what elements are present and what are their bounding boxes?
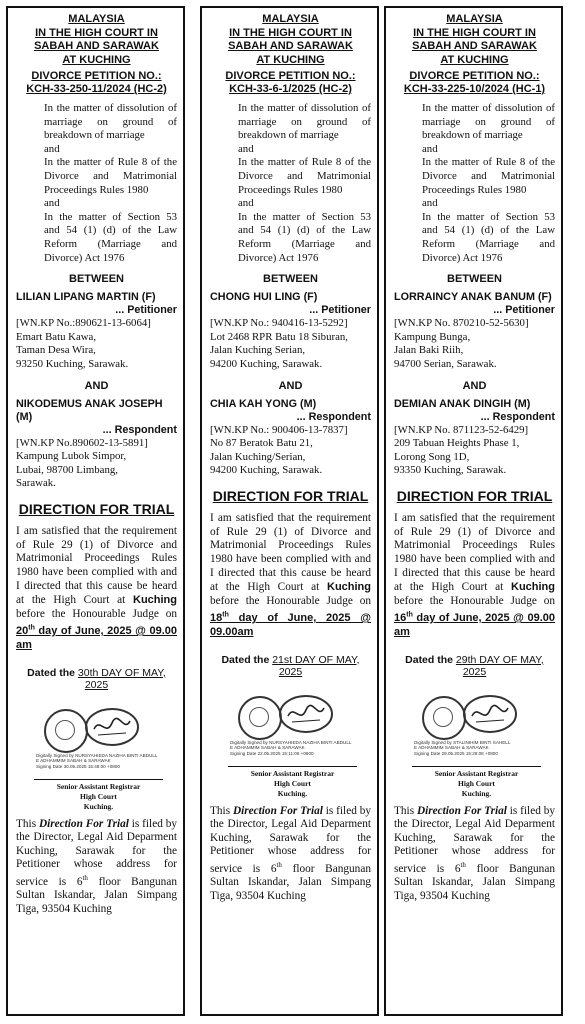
between-label: BETWEEN bbox=[69, 273, 124, 286]
petition-number: KCH-33-6-1/2025 (HC-2) bbox=[229, 83, 352, 95]
signature-icon bbox=[462, 694, 518, 738]
direction-title: DIRECTION FOR TRIAL bbox=[396, 487, 553, 504]
petitioner-role: ... Petitioner bbox=[309, 304, 371, 317]
court-heading-line3: AT KUCHING bbox=[62, 53, 131, 66]
court-heading-line2: SABAH AND SARAWAK bbox=[412, 40, 537, 52]
petition-number: KCH-33-225-10/2024 (HC-1) bbox=[403, 83, 546, 95]
petitioner-name: LORRAINCY ANAK BANUM (F) bbox=[394, 291, 552, 304]
country-heading: MALAYSIA bbox=[262, 13, 319, 25]
respondent-name: DEMIAN ANAK DINGIH (M) bbox=[394, 397, 531, 410]
court-heading-line1: IN THE HIGH COURT IN bbox=[229, 26, 352, 39]
court-seal-icon bbox=[44, 709, 88, 753]
direction-body: I am satisfied that the requirement of Rule 29 (1) of Divorce and Matrimonial Proceedings Rules 1980 have been complied with and I directed that this cause be heard at the High Court at Kuching before the Honourable Judge on 20th day of June, 2025 @ 09.00 am bbox=[16, 524, 177, 651]
petition-label: DIVORCE PETITION NO.: bbox=[225, 70, 356, 82]
petitioner-name: LILIAN LIPANG MARTIN (F) bbox=[16, 291, 156, 304]
filing-note: This Direction For Trial is filed by the Director, Legal Aid Deparment Kuching, Sarawak for the Petitioner whose address for service is 6th floor Bangunan Sultan Iskandar, Jalan Simpang Tiga, 93504 Kuching bbox=[210, 804, 371, 903]
notice-column bbox=[200, 6, 379, 1016]
petition-label: DIVORCE PETITION NO.: bbox=[31, 70, 162, 82]
dated-line: Dated the 30th DAY OF MAY, 2025 bbox=[27, 666, 166, 691]
filing-note: This Direction For Trial is filed by the Director, Legal Aid Deparment Kuching, Sarawak for the Petitioner whose address for service is 6th floor Bangunan Sultan Iskandar, Jalan Simpang Tiga, 93504 Kuching bbox=[16, 817, 177, 916]
and-label: AND bbox=[278, 379, 303, 392]
dated-line: Dated the 21st DAY OF MAY, 2025 bbox=[221, 653, 360, 678]
court-place: Kuching bbox=[133, 593, 177, 606]
notice-column bbox=[6, 6, 185, 1016]
registrar-block: Senior Assistant Registrar High Court Kuching. bbox=[412, 766, 541, 799]
hearing-date: 18th day of June, 2025 @ 09.00am bbox=[210, 611, 371, 638]
petitioner-address: [WN.KP No.: 940416-13-5292] Lot 2468 RPR Batu 18 Siburan, Jalan Kuching Serian, 94200 Kuching, Sarawak. bbox=[210, 317, 348, 370]
court-heading-line1: IN THE HIGH COURT IN bbox=[35, 26, 158, 39]
petitioner-address: [WN.KP No.:890621-13-6064] Emart Batu Kawa, Taman Desa Wira, 93250 Kuching, Sarawak. bbox=[16, 317, 151, 370]
hearing-date: 16th day of June, 2025 @ 09.00 am bbox=[394, 611, 555, 638]
seal-area bbox=[394, 694, 555, 762]
petitioner-address: [WN.KP No. 870210-52-5630] Kampung Bunga, Jalan Baki Riih, 94700 Serian, Sarawak. bbox=[394, 317, 529, 370]
respondent-address: [WN.KP No. 871123-52-6429] 209 Tabuan Heights Phase 1, Lorong Song 1D, 93350 Kuching, Sarawak. bbox=[394, 423, 529, 477]
digital-signature-note: Digitally Signed by STALINIHIM BINTI SAHELL E ADHAMMIM SABAH & SARAWAK Signing Date 29.05.2025 15:29:08 +0800 bbox=[414, 739, 511, 756]
matter-text: In the matter of dissolution of marriage on ground of breakdown of marriage and In the matter of Rule 8 of the Divorce and Matrimonial Proceedings Rules 1980 and In the matter of Section 53 and 54 (1) (d) of the Law Reform (Marriage and Divorce) Act 1976 bbox=[44, 102, 177, 264]
matter-text: In the matter of dissolution of marriage on ground of breakdown of marriage and In the matter of Rule 8 of the Divorce and Matrimonial Proceedings Rules 1980 and In the matter of Section 53 and 54 (1) (d) of the Law Reform (Marriage and Divorce) Act 1976 bbox=[238, 102, 371, 264]
between-label: BETWEEN bbox=[447, 273, 502, 286]
court-heading-line1: IN THE HIGH COURT IN bbox=[413, 26, 536, 39]
respondent-address: [WN.KP No.: 900406-13-7837] No 87 Beratok Batu 21, Jalan Kuching/Serian, 94200 Kuching, Sarawak. bbox=[210, 423, 348, 477]
direction-title: DIRECTION FOR TRIAL bbox=[212, 487, 369, 504]
matter-text: In the matter of dissolution of marriage on ground of breakdown of marriage and In the matter of Rule 8 of the Divorce and Matrimonial Proceedings Rules 1980 and In the matter of Section 53 and 54 (1) (d) of the Law Reform (Marriage and Divorce) Act 1976 bbox=[422, 102, 555, 264]
respondent-name: NIKODEMUS ANAK JOSEPH (M) bbox=[16, 397, 163, 423]
petition-number: KCH-33-250-11/2024 (HC-2) bbox=[26, 83, 167, 95]
court-heading-line3: AT KUCHING bbox=[440, 53, 509, 66]
court-seal-icon bbox=[238, 696, 282, 740]
direction-body: I am satisfied that the requirement of Rule 29 (1) of Divorce and Matrimonial Proceedings Rules 1980 have been complied with and I directed that this cause be heard at the High Court at Kuching before the Honourable Judge on 16th day of June, 2025 @ 09.00 am bbox=[394, 511, 555, 638]
court-place: Kuching bbox=[327, 580, 371, 593]
court-heading-line2: SABAH AND SARAWAK bbox=[228, 40, 353, 52]
dated-line: Dated the 29th DAY OF MAY, 2025 bbox=[405, 653, 544, 678]
court-place: Kuching bbox=[511, 580, 555, 593]
and-label: AND bbox=[462, 379, 487, 392]
respondent-role: ... Respondent bbox=[480, 410, 555, 423]
registrar-block: Senior Assistant Registrar High Court Kuching. bbox=[34, 779, 163, 812]
court-heading-line2: SABAH AND SARAWAK bbox=[34, 40, 159, 52]
court-seal-icon bbox=[422, 696, 466, 740]
respondent-address: [WN.KP No.890602-13-5891] Kampung Lubok Simpor, Lubai, 98700 Limbang, Sarawak. bbox=[16, 436, 148, 490]
petition-label: DIVORCE PETITION NO.: bbox=[409, 70, 540, 82]
petitioner-role: ... Petitioner bbox=[115, 304, 177, 317]
hearing-date: 20th day of June, 2025 @ 09.00 am bbox=[16, 624, 177, 651]
petitioner-role: ... Petitioner bbox=[493, 304, 555, 317]
country-heading: MALAYSIA bbox=[68, 13, 125, 25]
digital-signature-note: Digitally Signed by NURSYAHIEDA NAZIHA BINTI ABDULL E ADHAMMIM SABAH & SARAWAK Signing Date 30.05.2025 15:48:00 +0800 bbox=[36, 752, 158, 769]
court-heading-line3: AT KUCHING bbox=[256, 53, 325, 66]
seal-area bbox=[16, 707, 177, 775]
signature-icon bbox=[278, 694, 334, 738]
seal-area bbox=[210, 694, 371, 762]
digital-signature-note: Digitally Signed by NURSYAHIEDA NAZIHA BINTI ABDULL E ADHAMMIM SABAH & SARAWAK Signing Date 22.05.2025 15:11:06 +0800 bbox=[230, 739, 352, 756]
direction-title: DIRECTION FOR TRIAL bbox=[18, 500, 175, 517]
registrar-block: Senior Assistant Registrar High Court Kuching. bbox=[228, 766, 357, 799]
respondent-role: ... Respondent bbox=[296, 410, 371, 423]
notice-column bbox=[384, 6, 563, 1016]
petitioner-name: CHONG HUI LING (F) bbox=[210, 291, 318, 304]
filing-note: This Direction For Trial is filed by the Director, Legal Aid Deparment Kuching, Sarawak for the Petitioner whose address for service is 6th floor Bangunan Sultan Iskandar, Jalan Simpang Tiga, 93504 Kuching bbox=[394, 804, 555, 903]
direction-body: I am satisfied that the requirement of Rule 29 (1) of Divorce and Matrimonial Proceedings Rules 1980 have been complied with and I directed that this cause be heard at the High Court at Kuching before the Honourable Judge on 18th day of June, 2025 @ 09.00am bbox=[210, 511, 371, 638]
between-label: BETWEEN bbox=[263, 273, 318, 286]
signature-icon bbox=[84, 707, 140, 751]
and-label: AND bbox=[84, 379, 109, 392]
country-heading: MALAYSIA bbox=[446, 13, 503, 25]
respondent-role: ... Respondent bbox=[102, 423, 177, 436]
respondent-name: CHIA KAH YONG (M) bbox=[210, 397, 317, 410]
